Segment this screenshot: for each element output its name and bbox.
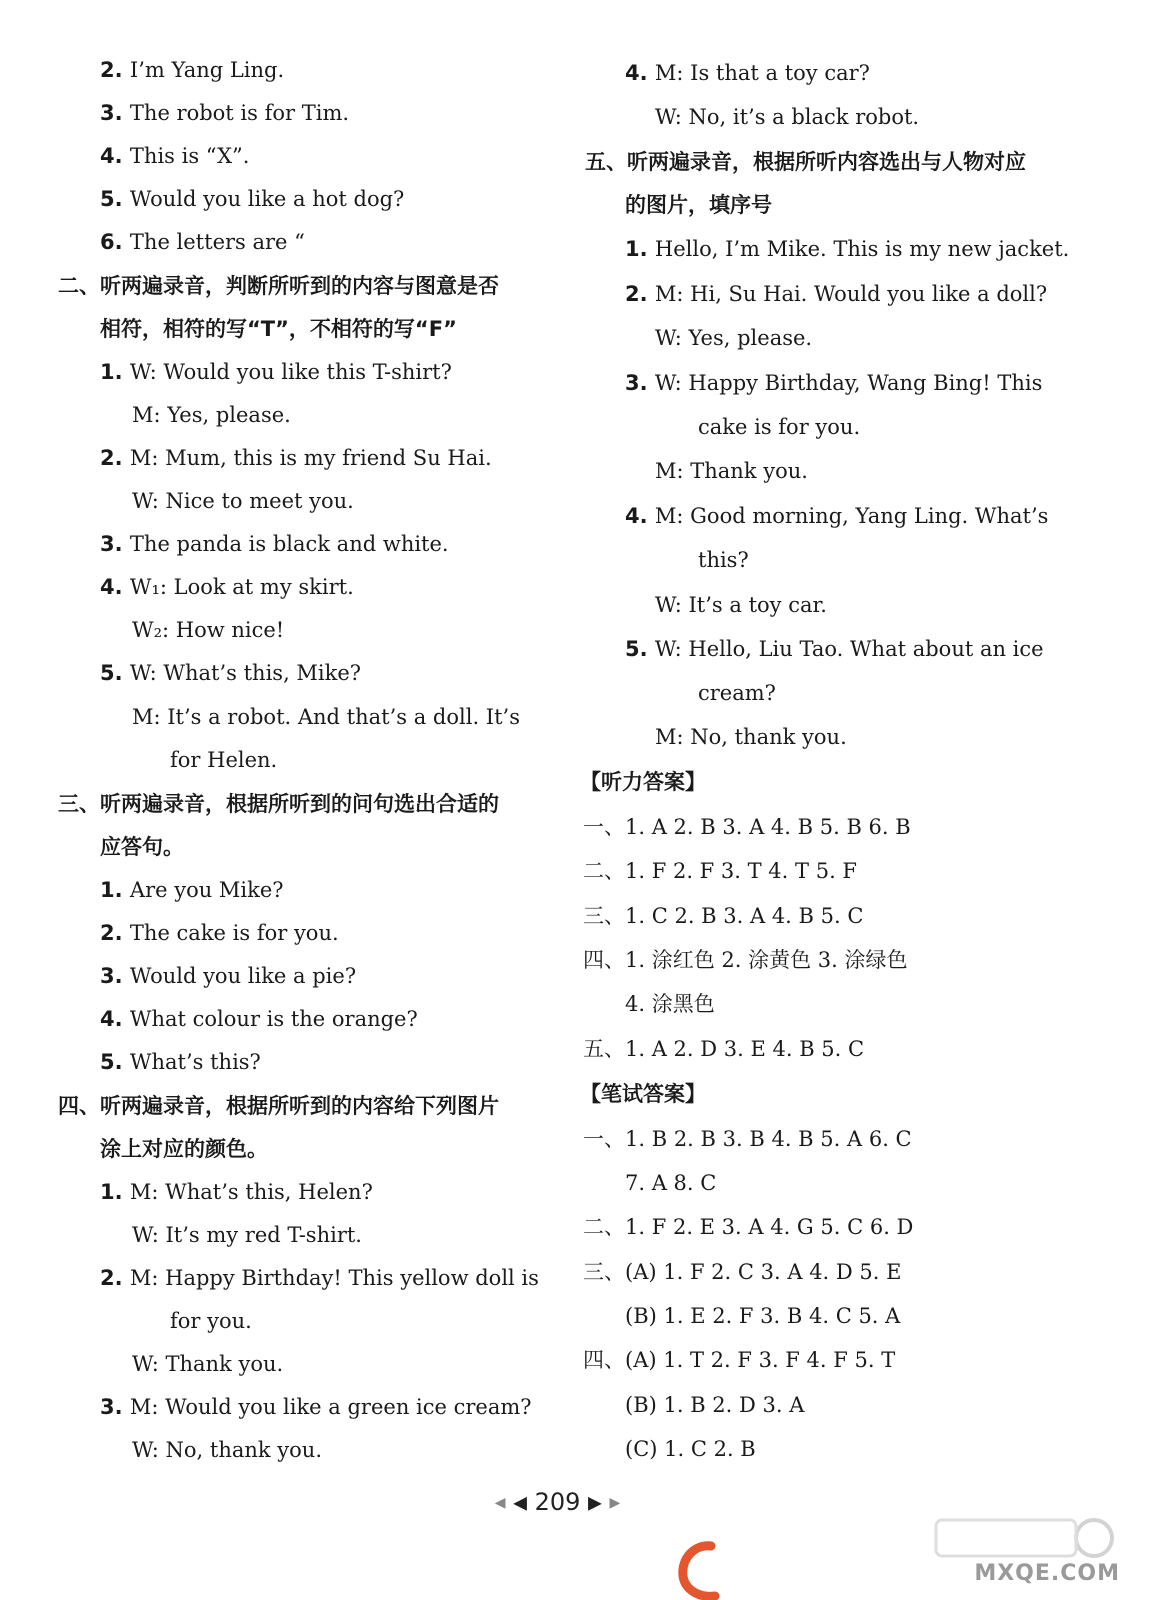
line-text: 涂上对应的颜色。 [100,1137,268,1161]
section-heading [58,789,499,819]
item-number: 1. [100,878,130,902]
text-line [132,1435,322,1465]
line-text: M: Is that a toy car? [654,61,870,85]
text-line [625,1390,804,1420]
line-text: W: It’s a toy car. [655,593,827,617]
line-text: for Helen. [170,748,278,772]
line-text: What’s this? [129,1050,261,1074]
line-text: 三、1. C 2. B 3. A 4. B 5. C [583,904,864,928]
item-number: 4. [100,1007,130,1031]
text-line [100,918,339,948]
text-line [132,400,291,430]
line-text: What colour is the orange? [129,1007,418,1031]
line-text: 三、听两遍录音，根据所听到的问句选出合适的 [58,792,499,816]
section-heading [58,271,499,301]
line-text: M: Mum, this is my friend Su Hai. [129,446,492,470]
text-line [625,634,1044,664]
item-number: 1. [100,360,130,384]
section-heading [585,147,1026,177]
line-text: 四、(A) 1. T 2. F 3. F 4. F 5. T [583,1348,896,1372]
line-text: 一、1. A 2. B 3. A 4. B 5. B 6. B [583,815,911,839]
line-text: Would you like a pie? [129,964,357,988]
line-text: This is “X”. [129,144,250,168]
text-line [100,98,349,128]
line-text: 一、1. B 2. B 3. B 4. B 5. A 6. C [583,1127,912,1151]
line-text: 7. A 8. C [625,1171,717,1195]
item-number: 4. [625,504,655,528]
publisher-logo-icon [675,1540,725,1600]
watermark-text: MXQE.COM [974,1561,1120,1586]
text-line [655,323,812,353]
text-line [132,702,520,732]
line-text: (B) 1. B 2. D 3. A [625,1393,805,1417]
text-line [698,678,776,708]
line-text: 的图片，填序号 [625,193,772,217]
line-text: 五、听两遍录音，根据所听内容选出与人物对应 [585,150,1026,174]
line-text: cake is for you. [698,415,861,439]
text-line [100,1004,418,1034]
text-line [625,1434,756,1464]
item-number: 5. [100,1050,130,1074]
item-number: 3. [100,532,130,556]
line-text: The cake is for you. [129,921,339,945]
text-line [655,590,827,620]
item-number: 2. [100,58,130,82]
text-line [625,989,715,1019]
text-line [100,1392,532,1422]
item-number: 2. [625,282,655,306]
item-number: 5. [100,661,130,685]
text-line [100,357,452,387]
text-line [583,945,907,975]
section-heading [580,1079,706,1109]
text-line [698,545,749,575]
text-line [100,55,284,85]
text-line [625,501,1048,531]
item-number: 5. [100,187,130,211]
section-heading [580,767,706,797]
text-line [100,1047,261,1077]
text-line [583,1124,912,1154]
text-line [583,856,857,886]
item-number: 2. [100,1266,130,1290]
item-number: 2. [100,446,130,470]
line-text: for you. [170,1309,252,1333]
section-heading [58,1091,499,1121]
item-number: 4. [100,575,130,599]
line-text: M: Thank you. [655,459,808,483]
line-text: 4. 涂黑色 [625,992,715,1016]
text-line [583,1212,913,1242]
text-line [170,1306,252,1336]
text-line [132,1220,362,1250]
line-text: W: No, it’s a black robot. [655,105,920,129]
text-line [625,368,1042,398]
text-line [583,1034,864,1064]
line-text: W₂: How nice! [132,618,285,642]
item-number: 3. [100,101,130,125]
item-number: 4. [625,61,655,85]
text-line [100,658,361,688]
line-text: (B) 1. E 2. F 3. B 4. C 5. A [625,1304,901,1328]
text-line [100,184,404,214]
text-line [132,486,354,516]
item-number: 1. [625,237,655,261]
prev-small-arrow-icon: ◀ [494,1495,506,1511]
item-number: 1. [100,1180,130,1204]
item-number: 5. [625,637,655,661]
line-text: M: Happy Birthday! This yellow doll is [129,1266,539,1290]
text-line [625,1168,716,1198]
line-text: Hello, I’m Mike. This is my new jacket. [654,237,1070,261]
line-text: W₁: Look at my skirt. [129,575,354,599]
line-text: W: Happy Birthday, Wang Bing! This [654,371,1043,395]
prev-arrow-icon: ◀ [513,1492,527,1514]
text-line [625,234,1069,264]
text-line [625,58,870,88]
line-text: W: No, thank you. [132,1438,322,1462]
line-text: M: Good morning, Yang Ling. What’s [654,504,1049,528]
text-line [132,1349,283,1379]
line-text: M: It’s a robot. And that’s a doll. It’s [132,705,520,729]
item-number: 3. [100,964,130,988]
text-line [583,1345,895,1375]
section-heading [625,190,772,220]
line-text: W: It’s my red T-shirt. [132,1223,362,1247]
line-text: 【听力答案】 [580,770,706,794]
line-text: M: No, thank you. [655,725,847,749]
line-text: cream? [698,681,776,705]
text-line [100,529,449,559]
line-text: 应答句。 [100,835,184,859]
line-text: M: Yes, please. [132,403,291,427]
section-heading [100,314,457,344]
next-arrow-icon: ▶ [588,1492,602,1514]
item-number: 6. [100,230,130,254]
line-text: W: Nice to meet you. [132,489,354,513]
line-text: The panda is black and white. [129,532,449,556]
text-line [100,572,354,602]
line-text: Would you like a hot dog? [129,187,405,211]
line-text: W: What’s this, Mike? [129,661,362,685]
text-line [625,1301,900,1331]
line-text: 相符，相符的写“T”，不相符的写“F” [100,317,457,341]
line-text: M: Hi, Su Hai. Would you like a doll? [654,282,1048,306]
item-number: 4. [100,144,130,168]
line-text: I’m Yang Ling. [129,58,285,82]
section-heading [100,832,184,862]
text-line [698,412,860,442]
line-text: W: Would you like this T-shirt? [129,360,452,384]
text-line [583,1257,901,1287]
item-number: 3. [625,371,655,395]
text-line [100,961,356,991]
line-text: (C) 1. C 2. B [625,1437,756,1461]
line-text: W: Yes, please. [655,326,813,350]
line-text: The robot is for Tim. [129,101,350,125]
line-text: Are you Mike? [129,878,284,902]
line-text: W: Hello, Liu Tao. What about an ice [654,637,1044,661]
text-line [655,722,847,752]
text-line [132,615,284,645]
line-text: M: What’s this, Helen? [129,1180,373,1204]
line-text: this? [698,548,749,572]
item-number: 2. [100,921,130,945]
text-line [625,279,1047,309]
text-line [100,1263,539,1293]
line-text: 二、1. F 2. E 3. A 4. G 5. C 6. D [583,1215,914,1239]
item-number: 3. [100,1395,130,1419]
text-line [655,102,919,132]
text-line [100,1177,373,1207]
line-text: 三、(A) 1. F 2. C 3. A 4. D 5. E [583,1260,902,1284]
line-text: 二、1. F 2. F 3. T 4. T 5. F [583,859,857,883]
line-text: 【笔试答案】 [580,1082,706,1106]
text-line [170,745,277,775]
text-line [100,227,305,257]
line-text: 四、1. 涂红色 2. 涂黄色 3. 涂绿色 [583,948,908,972]
text-line [100,875,284,905]
text-line [100,443,492,473]
text-line [100,141,249,171]
line-text: The letters are “ [129,230,305,254]
line-text: W: Thank you. [132,1352,284,1376]
page-number: 209 [534,1488,581,1516]
text-line [655,456,808,486]
text-line [583,901,863,931]
section-heading [100,1134,268,1164]
line-text: 二、听两遍录音，判断所听到的内容与图意是否 [58,274,499,298]
line-text: M: Would you like a green ice cream? [129,1395,532,1419]
line-text: 四、听两遍录音，根据所听到的内容给下列图片 [58,1094,499,1118]
page-number-footer [0,1488,1115,1516]
next-small-arrow-icon: ▶ [609,1495,621,1511]
line-text: 五、1. A 2. D 3. E 4. B 5. C [583,1037,865,1061]
text-line [583,812,911,842]
